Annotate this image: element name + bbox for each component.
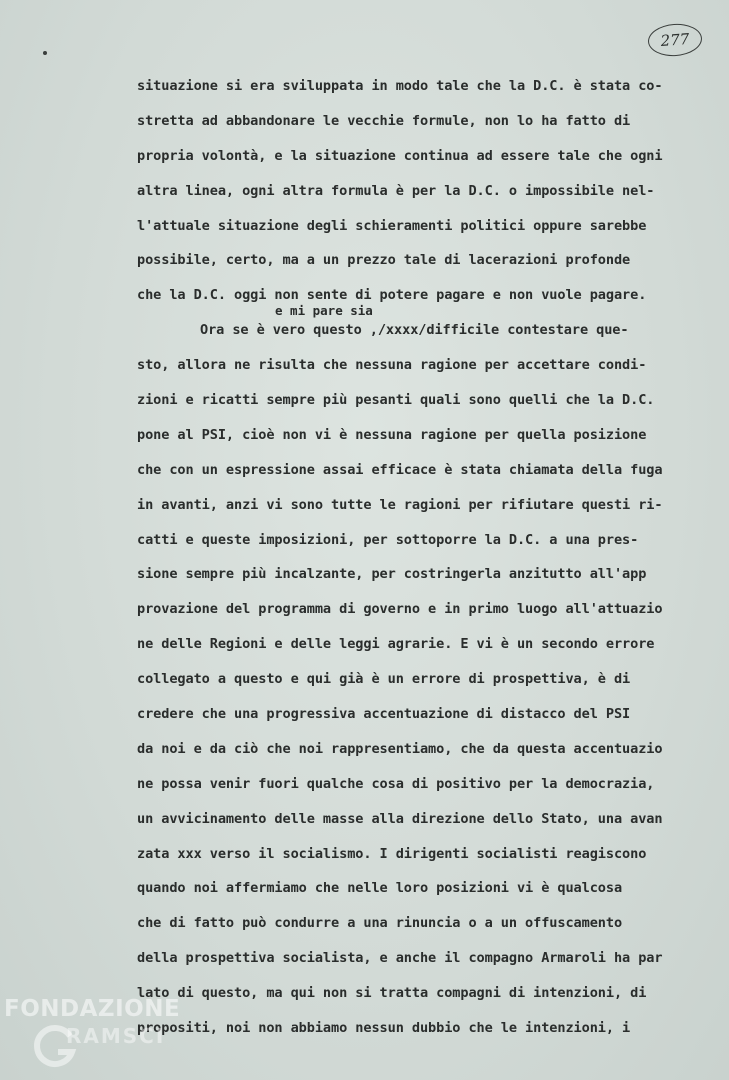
text-line: un avvicinamento delle masse alla direzione dello Stato, una avan: [137, 810, 663, 827]
text-line: lato di questo, ma qui non si tratta compagni di intenzioni, di: [137, 985, 647, 1002]
text-line: da noi e da ciò che noi rappresentiamo, che da questa accentuazio: [137, 740, 663, 757]
text-line: quando noi affermiamo che nelle loro posizioni vi è qualcosa: [137, 880, 623, 897]
text-line: catti e queste imposizioni, per sottoporre la D.C. a una pres-: [137, 531, 639, 548]
text-line: ne possa venir fuori qualche cosa di positivo per la democrazia,: [137, 775, 655, 792]
page-number: 277: [647, 22, 703, 58]
text-line: l'attuale situazione degli schieramenti politici oppure sarebbe: [137, 217, 647, 234]
text-line: che con un espressione assai efficace è stata chiamata della fuga: [137, 461, 663, 478]
text-line: zioni e ricatti sempre più pesanti quali sono quelli che la D.C.: [137, 392, 655, 409]
text-line: provazione del programma di governo e in primo luogo all'attuazio: [137, 601, 663, 618]
text-line: pone al PSI, cioè non vi è nessuna ragione per quella posizione: [137, 426, 647, 443]
handwritten-insertion: e mi pare sia: [275, 303, 373, 318]
text-line: propria volontà, e la situazione continua ad essere tale che ogni: [137, 147, 663, 164]
text-line: della prospettiva socialista, e anche il compagno Armaroli ha par: [137, 950, 663, 967]
text-line: situazione si era sviluppata in modo tale che la D.C. è stata co-: [137, 78, 663, 94]
text-line: in avanti, anzi vi sono tutte le ragioni per rifiutare questi ri-: [137, 496, 663, 513]
text-line: altra linea, ogni altra formula è per la D.C. o impossibile nel-: [137, 182, 655, 199]
typed-text-body: [137, 69, 729, 1046]
text-line: stretta ad abbandonare le vecchie formule, non lo ha fatto di: [137, 112, 631, 129]
text-line: sione sempre più incalzante, per costringerla anzitutto all'app: [137, 566, 647, 583]
text-line: propositi, noi non abbiamo nessun dubbio che le intenzioni, i: [137, 1020, 631, 1037]
margin-dot: [43, 51, 47, 55]
text-line: possibile, certo, ma a un prezzo tale di lacerazioni profonde: [137, 252, 631, 269]
text-line: che di fatto può condurre a una rinuncia o a un offuscamento: [137, 915, 623, 932]
watermark-gramsci: RAMSCI: [66, 1024, 166, 1048]
text-line: che la D.C. oggi non sente di potere pagare e non vuole pagare.: [137, 287, 647, 304]
text-line: ne delle Regioni e delle leggi agrarie. E vi è un secondo errore: [137, 636, 655, 653]
text-line: Ora se è vero questo ,/xxxx/difficile contestare que-: [200, 322, 629, 339]
text-line: collegato a questo e qui già è un errore di prospettiva, è di: [137, 671, 631, 688]
text-line: zata xxx verso il socialismo. I dirigenti socialisti reagiscono: [137, 845, 647, 862]
text-line: sto, allora ne risulta che nessuna ragione per accettare condi-: [137, 357, 647, 374]
text-line: credere che una progressiva accentuazione di distacco del PSI: [137, 706, 631, 723]
watermark-fondazione: FONDAZIONE: [4, 996, 181, 1022]
